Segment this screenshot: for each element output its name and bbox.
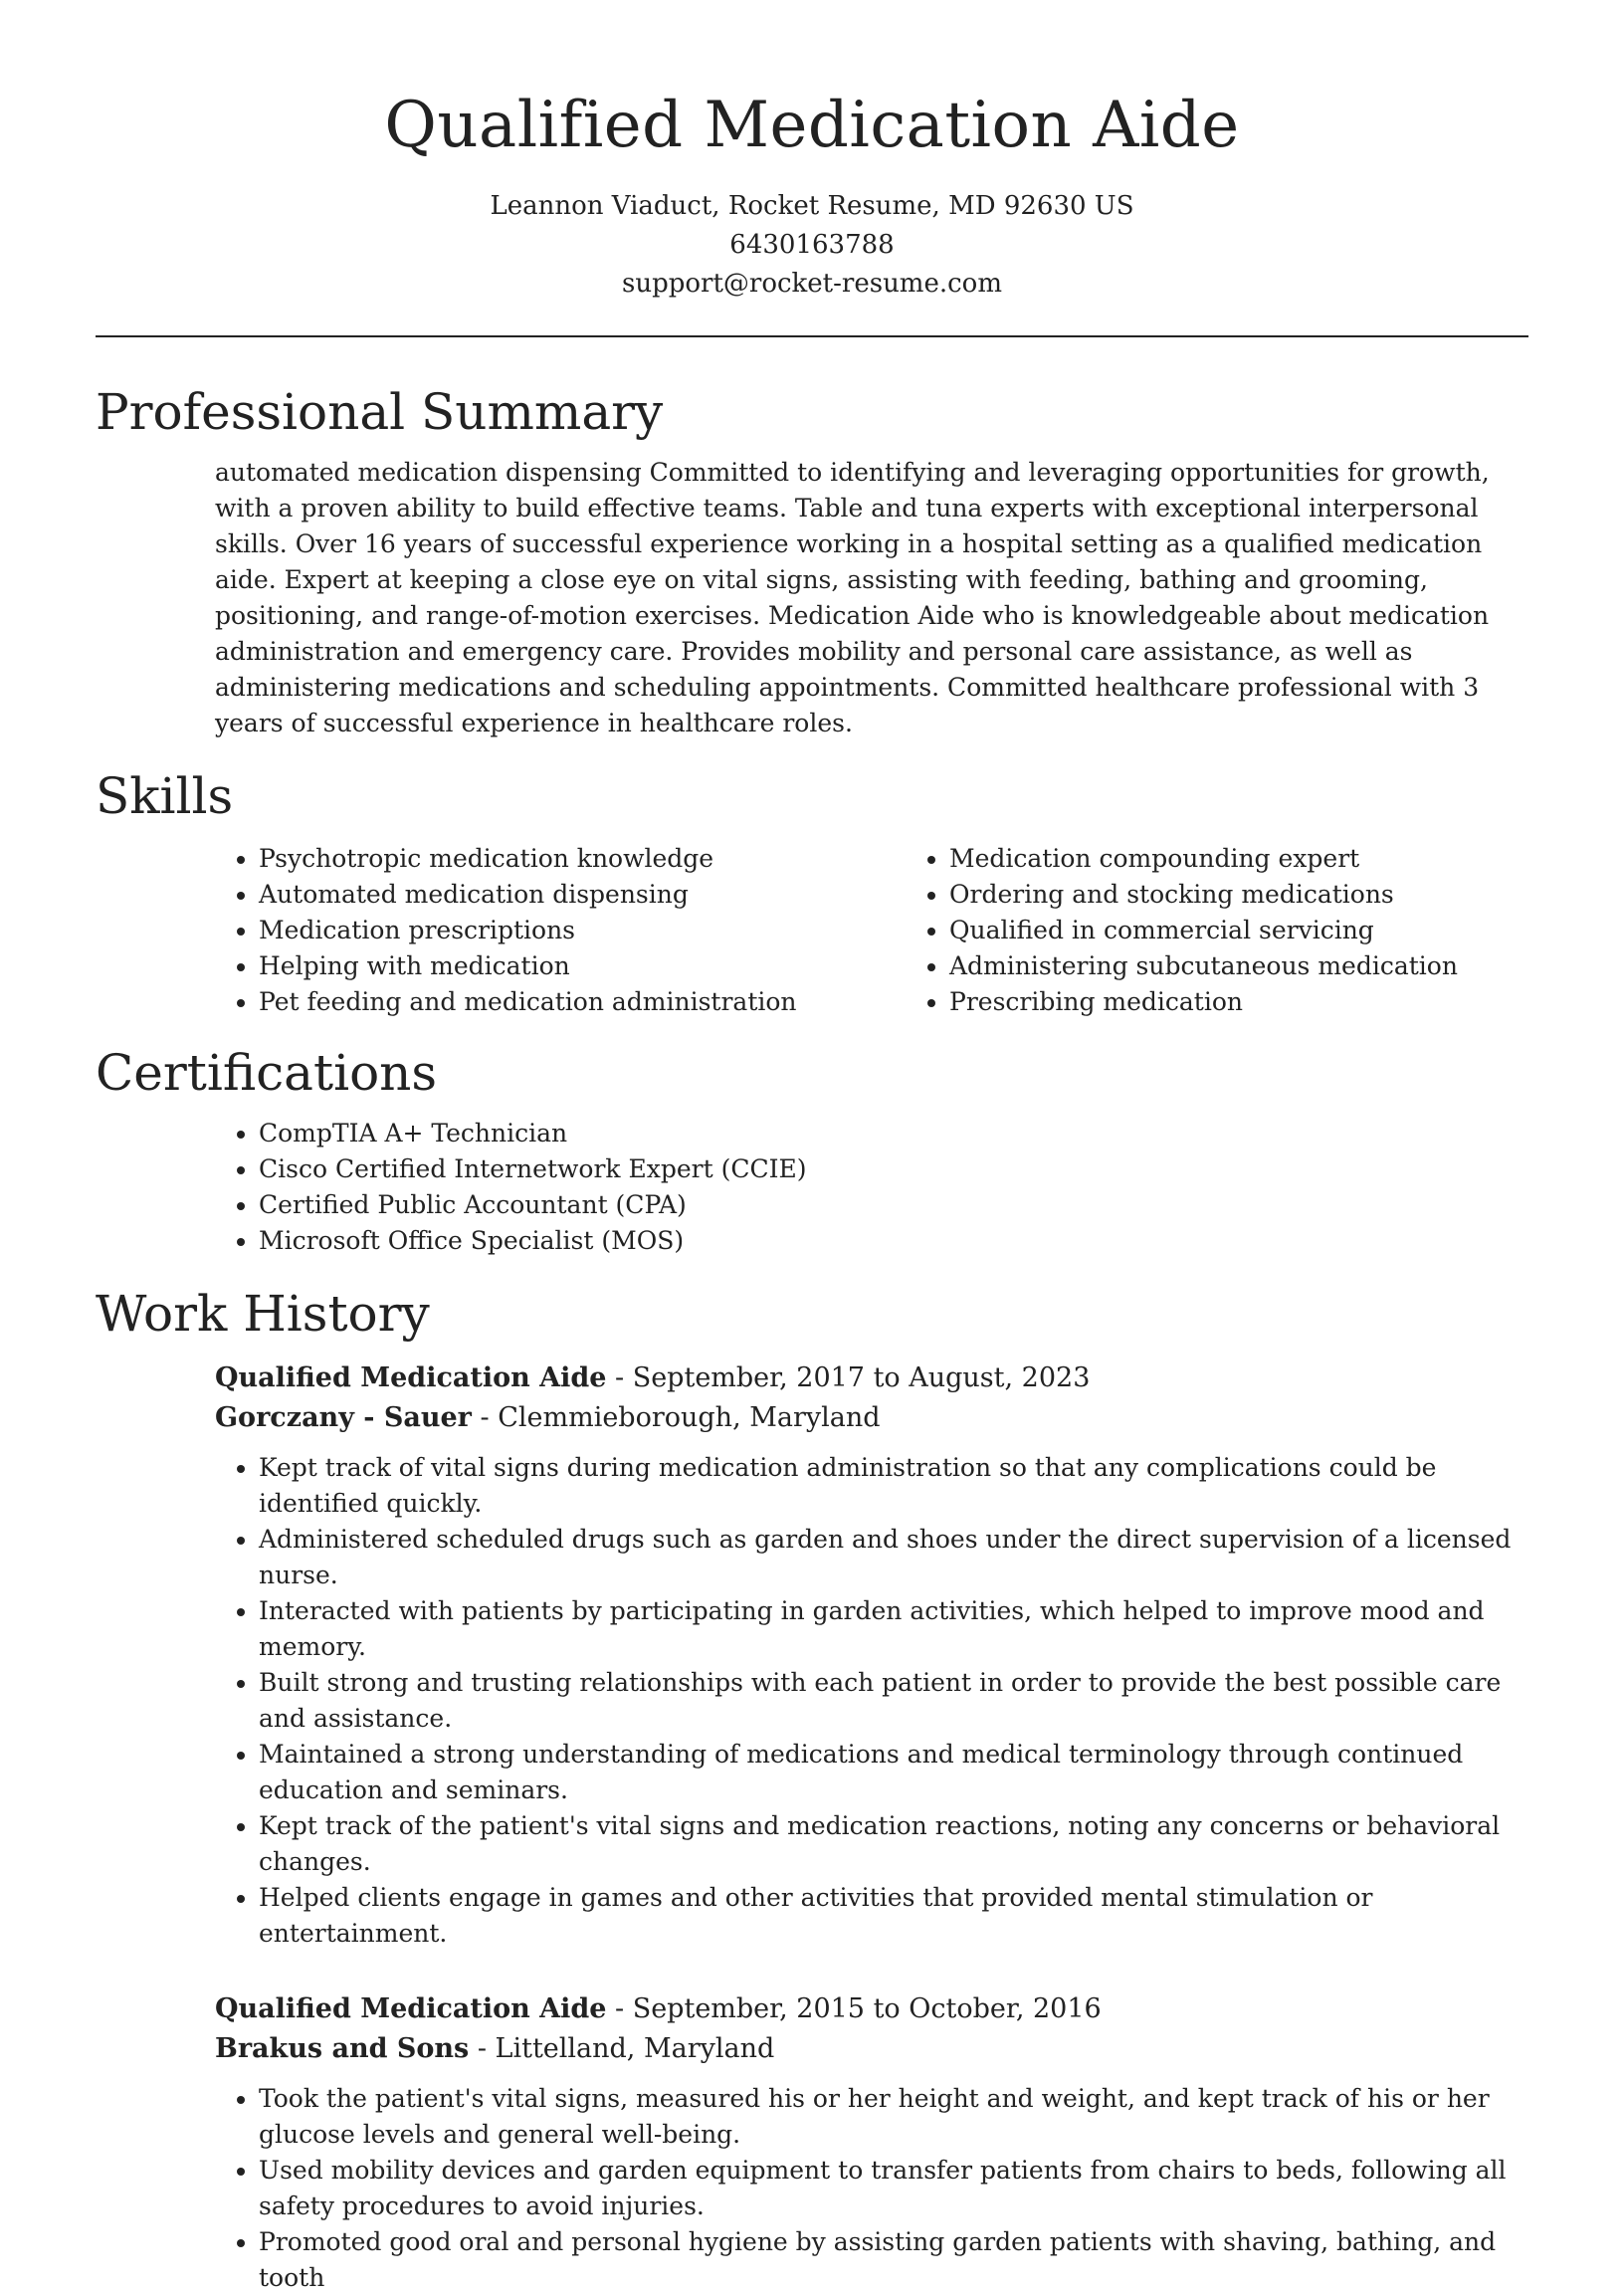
job-location: - Littelland, Maryland	[469, 2033, 775, 2064]
header-divider	[96, 335, 1528, 337]
skills-list-right	[906, 841, 1458, 1020]
job-bullets	[215, 2081, 1528, 2296]
skills-list-left	[215, 841, 906, 1020]
job-bullet: • Kept track of vital signs during medication administration so that any complications could be identified quickly.	[259, 1450, 1528, 1522]
job-bullet: • Maintained a strong understanding of medications and medical terminology through continued education and seminars.	[259, 1737, 1528, 1808]
certifications-section	[96, 1042, 1528, 1259]
skill-item: • Prescribing medication	[949, 984, 1458, 1020]
job-bullet: • Used mobility devices and garden equipment to transfer patients from chairs to beds, following all safety procedures to avoid injuries.	[259, 2153, 1528, 2224]
job-bullet: • Administered scheduled drugs such as garden and shoes under the direct supervision of a licensed nurse.	[259, 1522, 1528, 1593]
job-bullet: • Took the patient's vital signs, measured his or her height and weight, and kept track of his or her glucose levels and general well-being.	[259, 2081, 1528, 2153]
skill-item: • Automated medication dispensing	[259, 877, 906, 913]
job-title-line	[215, 1358, 1528, 1398]
job-bullet: • Helped clients engage in games and other activities that provided mental stimulation or entertainment.	[259, 1880, 1528, 1952]
job-title-line	[215, 1989, 1528, 2029]
skill-item: • Ordering and stocking medications	[949, 877, 1458, 913]
skill-item: • Pet feeding and medication administration	[259, 984, 906, 1020]
skill-item: • Medication prescriptions	[259, 913, 906, 948]
job-title: Qualified Medication Aide	[215, 1362, 607, 1393]
job-entry	[215, 1358, 1528, 1952]
certification-item: • Cisco Certified Internetwork Expert (CCIE)	[259, 1151, 1528, 1187]
job-company-line	[215, 1398, 1528, 1438]
certifications-list	[215, 1116, 1528, 1259]
resume-header	[96, 0, 1528, 304]
job-company: Brakus and Sons	[215, 2033, 470, 2064]
job-dates: - September, 2015 to October, 2016	[606, 1993, 1102, 2024]
job-bullet: • Interacted with patients by participating in garden activities, which helped to improve mood and memory.	[259, 1593, 1528, 1665]
job-entry	[215, 1989, 1528, 2296]
certification-item: • Microsoft Office Specialist (MOS)	[259, 1223, 1528, 1259]
job-title: Qualified Medication Aide	[215, 1993, 607, 2024]
contact-email: support@rocket-resume.com	[621, 269, 1002, 299]
contact-address: Leannon Viaduct, Rocket Resume, MD 92630 US	[490, 191, 1134, 221]
job-bullets	[215, 1450, 1528, 1952]
skill-item: • Administering subcutaneous medication	[949, 948, 1458, 984]
work-history-section	[96, 1283, 1528, 2296]
skills-heading: Skills	[96, 767, 234, 825]
certification-item: • Certified Public Accountant (CPA)	[259, 1187, 1528, 1223]
job-location: - Clemmieborough, Maryland	[471, 1402, 881, 1433]
candidate-name: Qualified Medication Aide	[384, 89, 1240, 162]
summary-heading: Professional Summary	[96, 383, 664, 441]
job-bullet: • Promoted good oral and personal hygiene by assisting garden patients with shaving, bathing, and tooth	[259, 2224, 1528, 2296]
job-company: Gorczany - Sauer	[215, 1402, 472, 1433]
summary-section	[96, 381, 1528, 741]
contact-phone: 6430163788	[729, 230, 895, 260]
certifications-heading: Certifications	[96, 1044, 438, 1102]
skills-section	[96, 765, 1528, 1020]
job-company-line	[215, 2029, 1528, 2069]
skill-item: • Qualified in commercial servicing	[949, 913, 1458, 948]
job-bullet: • Built strong and trusting relationships with each patient in order to provide the best possible care and assistance.	[259, 1665, 1528, 1737]
summary-text: automated medication dispensing Committed to identifying and leveraging opportunities for growth, with a proven ability to build effective teams. Table and tuna experts with exceptional interpersonal skills. Over 16 years of successful experience working in a hospital setting as a qualified medication aide. Expert at keeping a close eye on vital signs, assisting with feeding, bathing and grooming, positioning, and range-of-motion exercises. Medication Aide who is knowledgeable about medication administration and emergency care. Provides mobility and personal care assistance, as well as administering medications and scheduling appointments. Committed healthcare professional with 3 years of successful experience in healthcare roles.	[215, 458, 1490, 737]
job-dates: - September, 2017 to August, 2023	[606, 1362, 1091, 1393]
skill-item: • Medication compounding expert	[949, 841, 1458, 877]
skills-grid	[215, 827, 1528, 1020]
job-bullet: • Kept track of the patient's vital signs and medication reactions, noting any concerns or behavioral changes.	[259, 1808, 1528, 1880]
skill-item: • Helping with medication	[259, 948, 906, 984]
skill-item: • Psychotropic medication knowledge	[259, 841, 906, 877]
contact-info	[96, 187, 1528, 304]
certification-item: • CompTIA A+ Technician	[259, 1116, 1528, 1151]
work-history-heading: Work History	[96, 1285, 430, 1343]
